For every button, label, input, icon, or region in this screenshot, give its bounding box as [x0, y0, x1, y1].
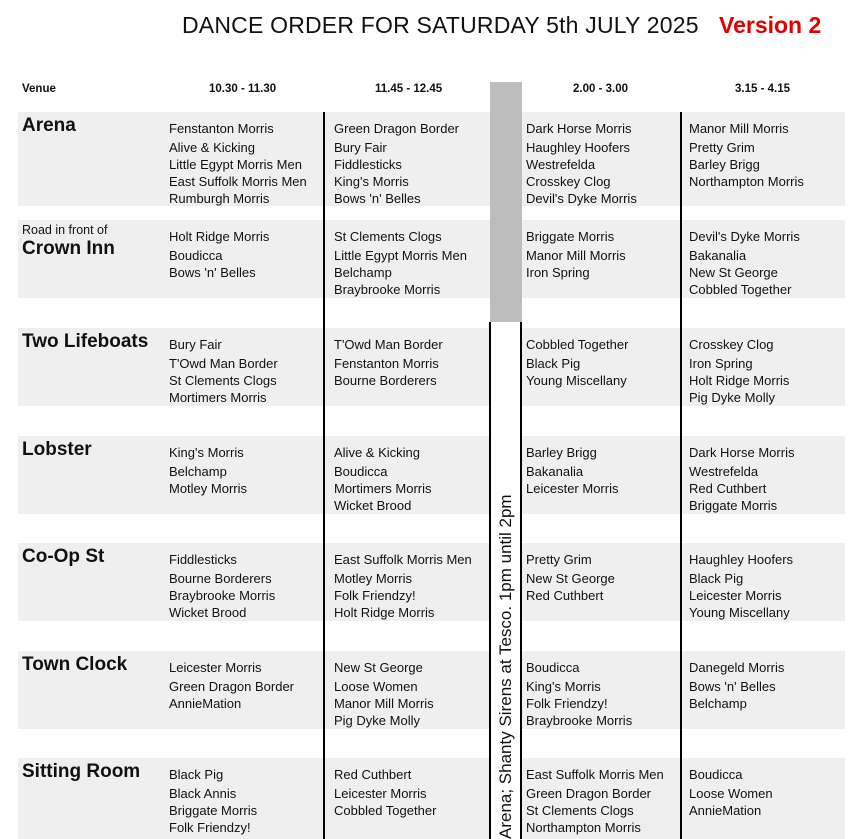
slot-cell	[689, 766, 773, 819]
team-name: Boudicca	[526, 660, 580, 675]
team-name: Green Dragon Border	[334, 121, 460, 136]
team-name: East Suffolk Morris Men	[169, 174, 307, 189]
team-name: Bourne Borderers	[169, 571, 272, 586]
team-name: Fenstanton Morris	[334, 356, 439, 371]
team-name: Crosskey Clog	[689, 337, 774, 352]
team-name: Black Pig	[689, 571, 744, 586]
venue-label	[22, 439, 92, 461]
slot-cell	[689, 120, 804, 190]
team-name: Black Pig	[169, 767, 224, 782]
team-name: Little Egypt Morris Men	[334, 248, 467, 263]
team-name: Haughley Hoofers	[689, 552, 794, 567]
team-name: Devil's Dyke Morris	[689, 229, 800, 244]
slot-4-header: 3.15 - 4.15	[735, 83, 790, 95]
team-name: Motley Morris	[334, 571, 413, 586]
slot-cell	[334, 336, 443, 389]
team-name: Braybrooke Morris	[334, 282, 441, 297]
team-name: Dark Horse Morris	[689, 445, 795, 460]
team-name: Young Miscellany	[689, 605, 790, 620]
venue-name: Lobster	[22, 439, 92, 460]
team-name: Northampton Morris	[689, 174, 804, 189]
team-name: New St George	[526, 571, 615, 586]
team-name: Haughley Hoofers	[526, 140, 631, 155]
team-name: Green Dragon Border	[169, 679, 295, 694]
team-name: Pretty Grim	[689, 140, 755, 155]
team-name: Green Dragon Border	[526, 786, 652, 801]
column-divider	[520, 322, 522, 839]
slot-cell	[169, 551, 275, 621]
team-name: King's Morris	[526, 679, 601, 694]
slot-cell	[169, 444, 247, 497]
team-name: Bows 'n' Belles	[689, 679, 776, 694]
team-name: Crosskey Clog	[526, 174, 611, 189]
team-name: Leicester Morris	[689, 588, 782, 603]
team-name: Briggate Morris	[689, 498, 778, 513]
team-name: Braybrooke Morris	[169, 588, 276, 603]
team-name: Bakanalia	[526, 464, 584, 479]
team-name: New St George	[334, 660, 423, 675]
team-name: Holt Ridge Morris	[689, 373, 790, 388]
venue-name: Town Clock	[22, 654, 128, 675]
team-name: Folk Friendzy!	[526, 696, 608, 711]
team-name: St Clements Clogs	[169, 373, 277, 388]
venue-label	[22, 331, 148, 353]
venue-label	[22, 761, 140, 783]
slot-cell	[169, 659, 294, 712]
team-name: Wicket Brood	[169, 605, 247, 620]
team-name: Cobbled Together	[334, 803, 437, 818]
team-name: Rumburgh Morris	[169, 191, 270, 206]
team-name: Bourne Borderers	[334, 373, 437, 388]
slot-cell	[689, 444, 794, 514]
slot-cell	[169, 120, 307, 207]
venue-label	[22, 546, 104, 568]
column-divider	[489, 322, 491, 839]
team-name: Iron Spring	[689, 356, 753, 371]
venue-column-header: Venue	[22, 83, 56, 95]
slot-cell	[334, 551, 472, 621]
team-name: Young Miscellany	[526, 373, 627, 388]
slot-cell	[334, 659, 434, 729]
team-name: Fenstanton Morris	[169, 121, 274, 136]
team-name: Dark Horse Morris	[526, 121, 632, 136]
sirens-note: Arena; Shanty Sirens at Tesco. 1pm until 2pm	[496, 494, 515, 839]
team-name: Loose Women	[689, 786, 773, 801]
team-name: Bakanalia	[689, 248, 747, 263]
team-name: St Clements Clogs	[334, 229, 442, 244]
slot-cell	[334, 228, 467, 298]
team-name: Red Cuthbert	[526, 588, 604, 603]
team-name: Motley Morris	[169, 481, 248, 496]
team-name: East Suffolk Morris Men	[334, 552, 472, 567]
team-name: T'Owd Man Border	[169, 356, 278, 371]
venue-name: Two Lifeboats	[22, 331, 149, 352]
slot-cell	[526, 444, 618, 497]
team-name: Briggate Morris	[169, 803, 258, 818]
team-name: Leicester Morris	[169, 660, 262, 675]
team-name: Bury Fair	[169, 337, 222, 352]
slot-3-header: 2.00 - 3.00	[573, 83, 628, 95]
page-title: DANCE ORDER FOR SATURDAY 5th JULY 2025	[182, 12, 699, 38]
team-name: Manor Mill Morris	[334, 696, 434, 711]
team-name: Bows 'n' Belles	[334, 191, 421, 206]
team-name: Barley Brigg	[689, 157, 760, 172]
column-divider	[323, 112, 325, 839]
team-name: Danegeld Morris	[689, 660, 785, 675]
team-name: Mortimers Morris	[334, 481, 432, 496]
team-name: AnnieMation	[689, 803, 762, 818]
slot-1-header: 10.30 - 11.30	[209, 83, 277, 95]
venue-name: Arena	[22, 115, 76, 136]
team-name: Boudicca	[689, 767, 743, 782]
venue-name: Sitting Room	[22, 761, 141, 782]
team-name: Holt Ridge Morris	[334, 605, 435, 620]
team-name: Folk Friendzy!	[334, 588, 416, 603]
team-name: Loose Women	[334, 679, 418, 694]
team-name: Westrefelda	[526, 157, 596, 172]
team-name: T'Owd Man Border	[334, 337, 443, 352]
team-name: Manor Mill Morris	[689, 121, 789, 136]
team-name: Alive & Kicking	[334, 445, 420, 460]
team-name: Cobbled Together	[689, 282, 792, 297]
team-name: Fiddlesticks	[334, 157, 402, 172]
slot-cell	[689, 659, 784, 712]
lunch-break-strip	[490, 82, 522, 322]
slot-cell	[169, 228, 269, 281]
team-name: Leicester Morris	[334, 786, 427, 801]
venue-name: Crown Inn	[22, 238, 115, 259]
slot-cell	[526, 120, 637, 207]
team-name: Little Egypt Morris Men	[169, 157, 302, 172]
team-name: Red Cuthbert	[334, 767, 412, 782]
team-name: Black Annis	[169, 786, 237, 801]
team-name: Black Pig	[526, 356, 581, 371]
team-name: Cobbled Together	[526, 337, 629, 352]
team-name: Leicester Morris	[526, 481, 619, 496]
team-name: Pig Dyke Molly	[689, 390, 775, 405]
venue-label	[22, 223, 115, 260]
team-name: Westrefelda	[689, 464, 759, 479]
version-label: Version 2	[719, 12, 822, 38]
team-name: Manor Mill Morris	[526, 248, 626, 263]
slot-cell	[689, 336, 789, 406]
team-name: Boudicca	[334, 464, 388, 479]
slot-2-header: 11.45 - 12.45	[375, 83, 443, 95]
venue-label	[22, 115, 76, 137]
team-name: New St George	[689, 265, 778, 280]
team-name: St Clements Clogs	[526, 803, 634, 818]
team-name: Wicket Brood	[334, 498, 412, 513]
venue-label	[22, 654, 127, 676]
slot-cell	[334, 766, 436, 819]
column-divider	[680, 112, 682, 839]
slot-cell	[334, 120, 459, 207]
team-name: Boudicca	[169, 248, 223, 263]
slot-cell	[689, 228, 800, 298]
venue-prefix: Road in front of	[22, 223, 108, 237]
team-name: Iron Spring	[526, 265, 590, 280]
team-name: Belchamp	[689, 696, 747, 711]
team-name: Northampton Morris	[526, 820, 641, 835]
slot-cell	[169, 766, 257, 836]
slot-cell	[526, 336, 628, 389]
team-name: Mortimers Morris	[169, 390, 267, 405]
team-name: Folk Friendzy!	[169, 820, 251, 835]
slot-cell	[526, 766, 664, 836]
team-name: Bows 'n' Belles	[169, 265, 256, 280]
team-name: Bury Fair	[334, 140, 387, 155]
team-name: Pretty Grim	[526, 552, 592, 567]
slot-cell	[169, 336, 278, 406]
team-name: Belchamp	[334, 265, 392, 280]
slot-cell	[526, 551, 615, 604]
team-name: King's Morris	[334, 174, 409, 189]
team-name: Barley Brigg	[526, 445, 597, 460]
slot-cell	[689, 551, 793, 621]
team-name: AnnieMation	[169, 696, 242, 711]
team-name: Belchamp	[169, 464, 227, 479]
team-name: Braybrooke Morris	[526, 713, 633, 728]
slot-cell	[334, 444, 432, 514]
team-name: Briggate Morris	[526, 229, 615, 244]
slot-cell	[526, 659, 632, 729]
team-name: Devil's Dyke Morris	[526, 191, 637, 206]
slot-cell	[526, 228, 626, 281]
team-name: Fiddlesticks	[169, 552, 237, 567]
team-name: Pig Dyke Molly	[334, 713, 420, 728]
team-name: Holt Ridge Morris	[169, 229, 270, 244]
venue-name: Co-Op St	[22, 546, 105, 567]
team-name: East Suffolk Morris Men	[526, 767, 664, 782]
team-name: Red Cuthbert	[689, 481, 767, 496]
team-name: King's Morris	[169, 445, 244, 460]
team-name: Alive & Kicking	[169, 140, 255, 155]
